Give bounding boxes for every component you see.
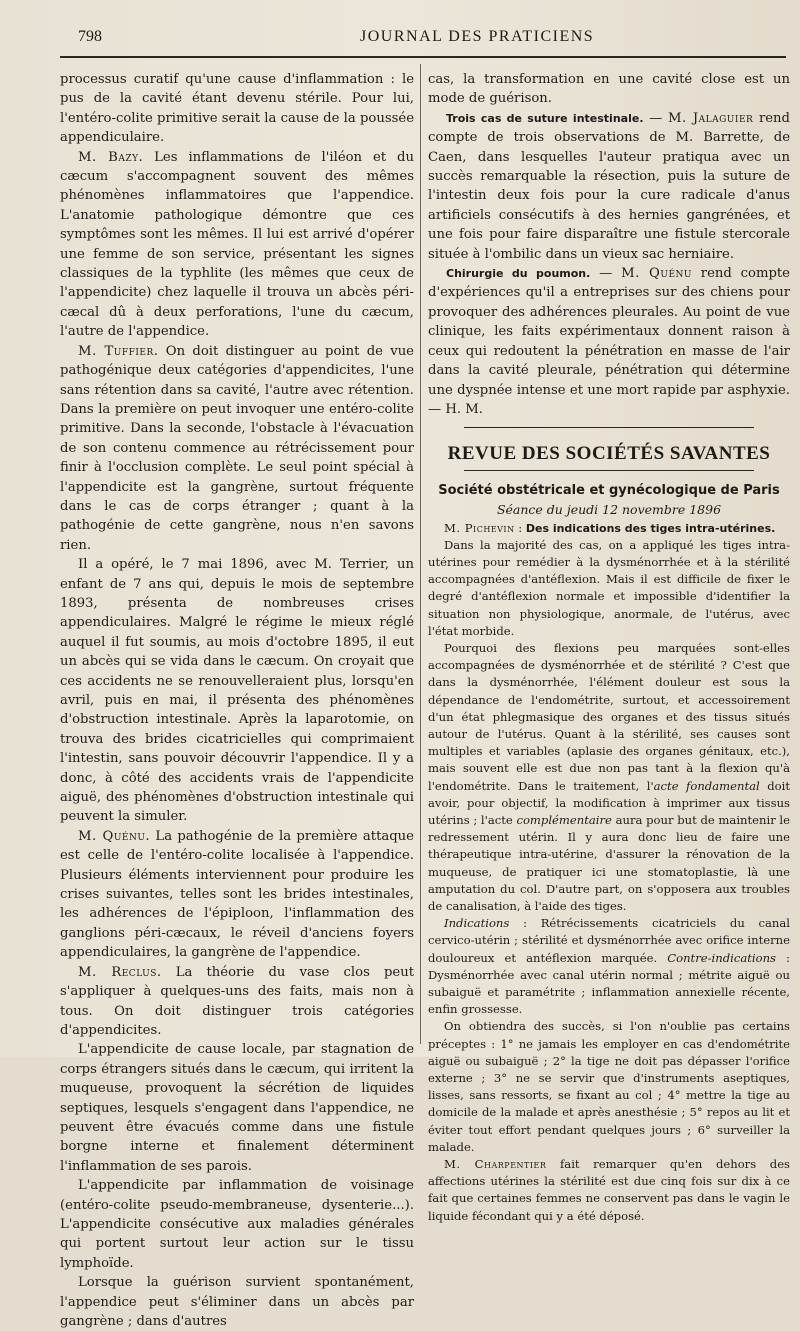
paragraph-text: : Dysménorrhée avec canal utérin normal ; métrite aiguë ou subaiguë et paramétrite ; inflammation annexielle récente, enfin grossesse. [428, 950, 791, 1017]
paragraph: On obtiendra des succès, si l'on n'oublie pas certains préceptes : 1° ne jamais les employer en cas d'endométrite aiguë ou subaiguë ; 2° la tige ne doit pas dépasser l'orifice externe ; 3° ne se servir que d'instruments aseptiques, lisses, sans ressorts, se fixant au col ; 4° mettre la tige au domicile de la malade et après anesthésie ; 5° repos au lit et éviter tout effort pendant quelques jours ; 6° surveiller la malade. [428, 1019, 790, 1154]
speaker-name: M. Quénu. [78, 828, 151, 844]
speaker-name: M. Charpentier [444, 1157, 547, 1172]
revue-title: REVUE DES SOCIÉTÉS SAVANTES [447, 443, 771, 465]
paragraph: L'appendicite de cause locale, par stagnation de corps étrangers situés dans le cæcum, qui irritent la muqueuse, provoquent la sécrétion de liquides septiques, lesquels s'engagent dans l'appendice, ne peuvent être évacués comme dans une fistule borgne interne et finalement déterminent l'inflammation de ses parois. [60, 1042, 414, 1174]
emphasis: Indications [444, 916, 510, 931]
paragraph-text: rend compte de trois observations de M. Barrette, de Caen, dans lesquelles l'auteur pratiqua avec un succès remarquable la résection, puis la suture de l'intestin deux fois pour la cure radicale d'anus artificiels consécutifs à des hernies gangrénées, et une fois pour faire disparaître une fistule stercorale située à l'ombilic dans un vieux sac herniaire. [428, 110, 790, 262]
paragraph: processus curatif qu'une cause d'inflammation : le pus de la cavité étant devenu stérile. Pour lui, l'entéro-colite primitive serait la cause de la poussée appendiculaire. [60, 72, 414, 146]
speaker-name: M. Reclus. [78, 964, 162, 980]
paragraph: L'appendicite par inflammation de voisinage (entéro-colite pseudo-membraneuse, dysenterie...). L'appendicite consécutive aux maladies générales qui portent surtout leur action sur le tissu lymphoïde. [60, 1178, 414, 1271]
paragraph: Trois cas de suture intestinale. — M. Jalaguier rend compte de trois observations de M. Barrette, de Caen, dans lesquelles l'auteur pratiqua avec un succès remarquable la résection, puis la suture de l'intestin deux fois pour la cure radicale d'anus artificiels consécutifs à des hernies gangrénées, et une fois pour faire disparaître une fistule stercorale située à l'ombilic dans un vieux sac herniaire. [428, 110, 790, 262]
society-title: Société obstétricale et gynécologique de Paris [438, 482, 780, 498]
paragraph-text: Pourquoi des flexions peu marquées sont-elles accompagnées de dysménorrhée et de stérilité ? C'est que dans la dysménorrhée, l'élément douleur est sous la dépendance de l'endométrite, surtout, et accessoirement d'un état phlegmasique des organes et des tissus situés autour de l'utérus. Quant à la stérilité, ses causes sont multiples et variables (aplasie des organes génitaux, etc.), mais souvent elle est due non pas tant à la flexion qu'à l'endométrite. Dans le traitement, l' [428, 640, 790, 793]
paragraph [60, 963, 414, 1041]
paragraph-text: aura pour but de maintenir le redressement utérin. Il y aura donc lieu de faire une thérapeutique intra-utérine, d'assurer la rénovation de la muqueuse, de pratiquer ici une stomatoplastie, là une amputation du col. D'autre part, on s'opposera aux troubles de canalisation, à l'aide des tiges. [428, 812, 791, 913]
speaker-name: M. Quénu [621, 266, 692, 282]
paragraph-text: Les inflammations de l'iléon et du cæcum s'accompagnent souvent des mêmes phénomènes inflammatoires que l'appendice. L'anatomie pathologique démontre que ces symptômes sont les mêmes. Il lui est arrivé d'opérer une femme de son service, présentant les signes classiques de la typhlite (les mêmes que ceux de l'appendicite) chez laquelle il trouva un abcès péri-cæcal dû à deux perforations, l'une du cæcum, l'autre de l'appendice. [60, 149, 414, 340]
paragraph: cas, la transformation en une cavité close est un mode de guérison. [428, 72, 790, 107]
paragraph [60, 827, 414, 963]
paragraph: Lorsque la guérison survient spontanément, l'appendice peut s'éliminer dans un abcès par gangrène ; dans d'autres [60, 1275, 414, 1329]
left-column [60, 70, 414, 1331]
emphasis: acte fondamental [653, 778, 760, 793]
section-rule-bottom [464, 470, 754, 471]
paragraph [60, 148, 414, 342]
speaker-name: M. Pichevin [444, 520, 515, 535]
paragraph [428, 1156, 790, 1225]
paragraph-text: La théorie du vase clos peut s'appliquer à quelques-uns des faits, mais non à tous. On doit distinguer trois catégories d'appendicites. [60, 964, 415, 1038]
paragraph-text: fait remarquer qu'en dehors des affections utérines la stérilité est due cinq fois sur dix à ce fait que certaines femmes ne conservent pas dans le vagin le liquide fécondant qui y a été déposé. [428, 1157, 790, 1223]
speaker-name: M. Bazy. [78, 149, 144, 165]
paragraph: Il a opéré, le 7 mai 1896, avec M. Terrier, un enfant de 7 ans qui, depuis le mois de septembre 1893, présenta de nombreuses crises appendiculaires. Malgré le régime le mieux réglé auquel il fut soumis, au mois d'octobre 1895, il eut un abcès qui se vida dans le cæcum. On croyait que ces accidents ne se renouvelleraient plus, lorsqu'en avril, puis en mai, il présenta des phénomènes d'obstruction intestinale. Après la laparotomie, on trouva des brides cicatricielles qui comprimaient l'intestin, sans pouvoir découvrir l'appendice. Il y a donc, à côté des accidents vrais de l'appendicite aiguë, des phénomènes d'obstruction intestinale qui peuvent la simuler. [60, 557, 414, 825]
journal-title: JOURNAL DES PRATICIENS [360, 28, 595, 45]
paragraph: Chirurgie du poumon. — M. Quénu rend compte d'expériences qu'il a entreprises sur des chiens pour provoquer des adhérences pleurales. Au point de vue clinique, les faits expérimentaux donnent raison à ceux qui redoutent la pénétration en masse de l'air dans la cavité pleurale, pénétration qui détermine une dyspnée intense et une mort rapide par asphyxie. — H. M. [428, 266, 790, 417]
paragraph: Dans la majorité des cas, on a appliqué les tiges intra-utérines pour remédier à la dysménorrhée et à la stérilité accompagnées d'antéflexion. Mais il est difficile de fixer le degré d'antéflexion normale et impossible d'identifier la situation non physiologique, anormale, de l'utérus, avec l'état morbide. [428, 537, 790, 638]
page-header [60, 28, 790, 50]
emphasis: Contre-indications [667, 950, 777, 965]
paragraph-text: La pathogénie de la première attaque est celle de l'entéro-colite localisée à l'appendice. Plusieurs éléments interviennent pour produire les crises suivantes, telles sont les brides intestinales, les adhérences de l'épiploon, l'inflammation des ganglions péri-cæcaux, le réveil d'anciens foyers appendiculaires, la gangrène de l'appendice. [60, 828, 414, 961]
society-report [428, 520, 790, 1225]
topic-heading: Des indications des tiges intra-utérines. [525, 521, 776, 535]
header-rule [60, 56, 786, 58]
column-divider [420, 64, 421, 1044]
speaker-name: M. Jalaguier [668, 110, 754, 126]
paragraph [60, 342, 414, 555]
paragraph-text: : Rétrécissements cicatriciels du canal cervico-utérin ; stérilité et dysménorrhée avec orifice interne douloureux et antéflexion marquée. [428, 916, 790, 965]
right-column [428, 70, 790, 1225]
paragraph: M. Pichevin : Des indications des tiges intra-utérines. [444, 520, 776, 535]
page-number: 798 [78, 28, 102, 45]
paragraph [428, 915, 790, 1018]
emphasis: complémentaire [516, 812, 612, 827]
paragraph-text: rend compte d'expériences qu'il a entreprises sur des chiens pour provoquer des adhérences pleurales. Au point de vue clinique, les faits expérimentaux donnent raison à ceux qui redoutent la pénétration en masse de l'air dans la cavité pleurale, pénétration qui détermine une dyspnée intense et une mort rapide par asphyxie. — H. M. [428, 266, 790, 417]
section-heading: Trois cas de suture intestinale. [446, 111, 644, 125]
paragraph [428, 640, 790, 915]
section-rule-top [464, 427, 754, 428]
section-heading: Chirurgie du poumon. [446, 267, 591, 281]
paragraph-text: doit avoir, pour objectif, la modification à imprimer aux tissus utérins ; l'acte [428, 778, 790, 827]
paragraph-text: On doit distinguer au point de vue pathogénique deux catégories d'appendicites, l'une sans rétention dans sa cavité, l'autre avec rétention. Dans la première on peut invoquer une entéro-colite primitive. Dans la seconde, l'obstacle à l'évacuation de son contenu commence au rétrécissement pour finir à l'occlusion complète. Le seul point spécial à l'appendicite est la gangrène, surtout fréquente dans le cas de corps étranger ; quant à la pathogénie de cette gangrène, nous n'en savons rien. [60, 343, 414, 553]
speaker-name: M. Tuffier. [78, 343, 159, 359]
seance-date: Séance du jeudi 12 novembre 1896 [496, 502, 722, 518]
